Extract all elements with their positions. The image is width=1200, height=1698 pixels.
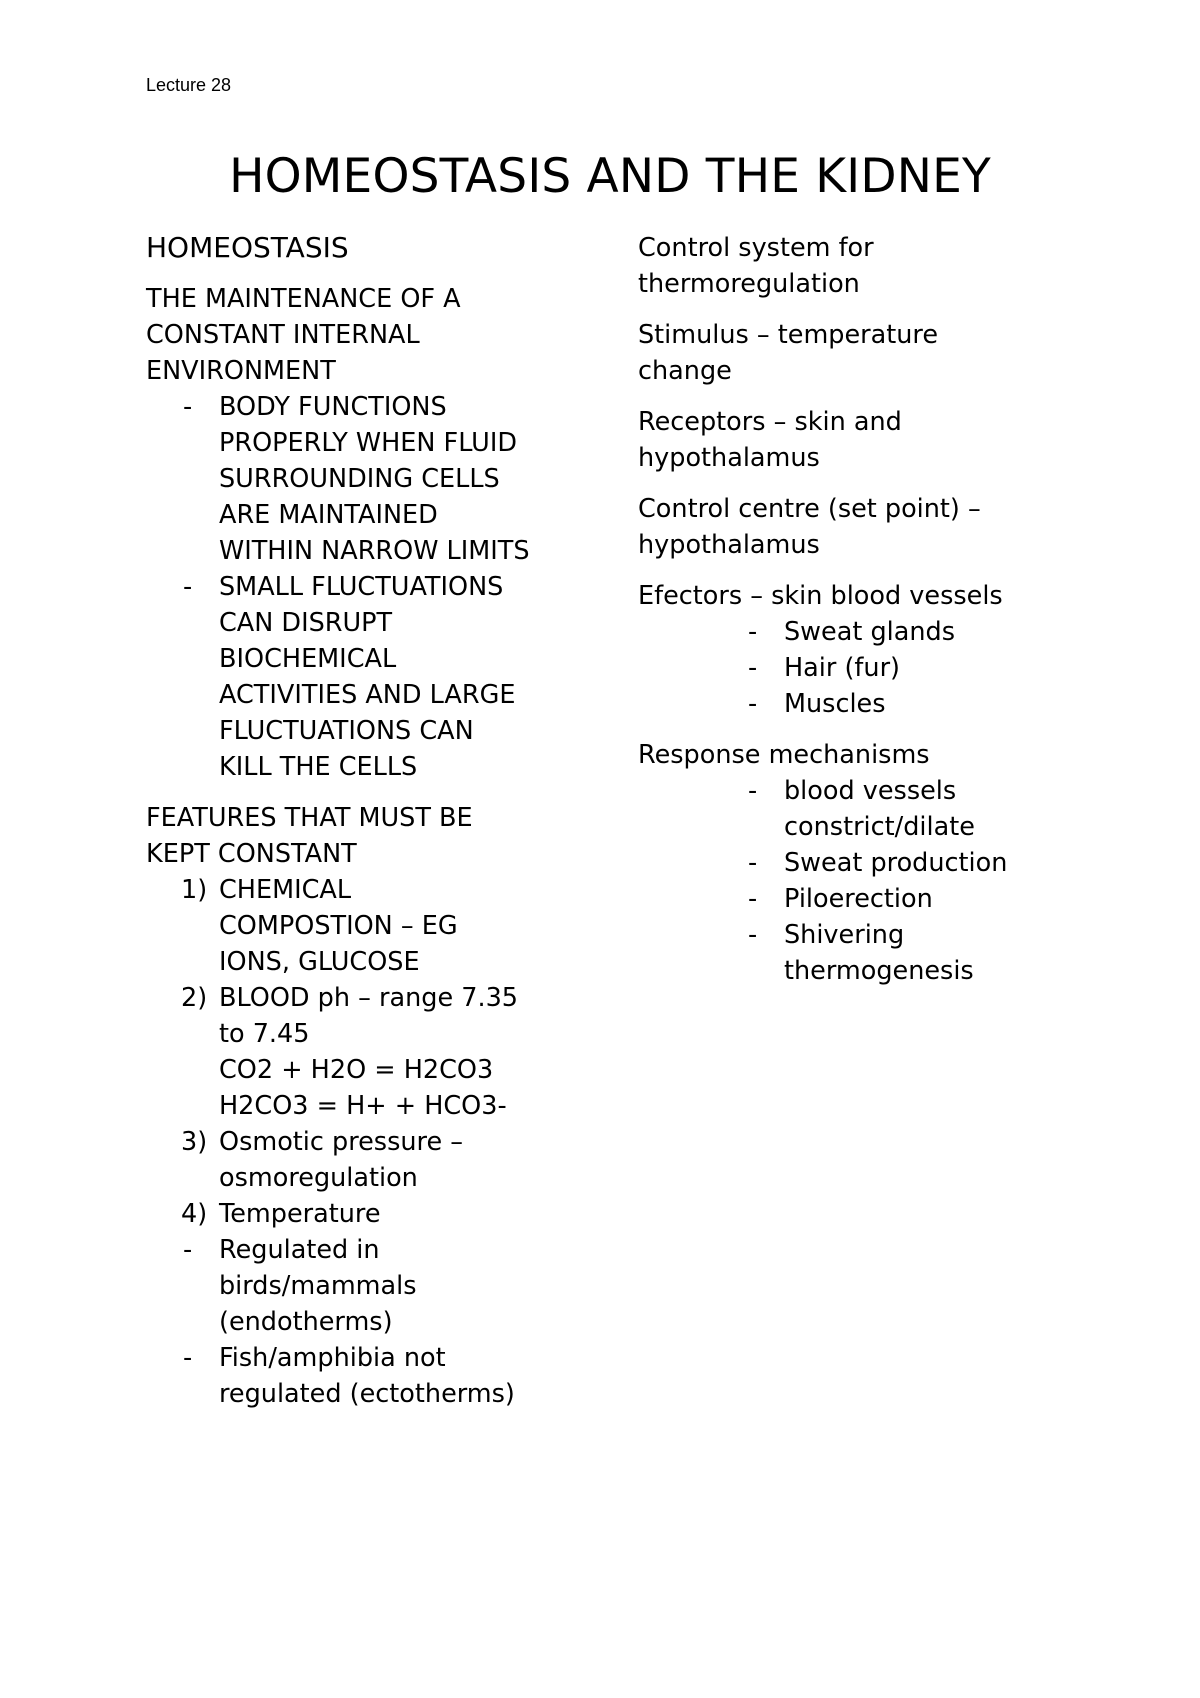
- text-line: thermoregulation: [638, 269, 860, 299]
- homeostasis-bullet-list: [146, 389, 586, 785]
- list-item-line: ARE MAINTAINED: [219, 500, 438, 530]
- list-item-line: IONS, GLUCOSE: [219, 947, 420, 977]
- list-item-line: Piloerection: [784, 884, 933, 914]
- list-item: [146, 1196, 586, 1232]
- list-item-line: H2CO3 = H+ + HCO3-: [219, 1091, 507, 1121]
- effectors-text: [638, 578, 1068, 614]
- list-item: [638, 773, 1068, 845]
- list-item: [146, 389, 586, 569]
- right-column: [638, 230, 1068, 989]
- list-item: [638, 917, 1068, 989]
- text-line: Stimulus – temperature: [638, 320, 939, 350]
- list-item-line: blood vessels: [784, 776, 957, 806]
- response-list: [638, 773, 1068, 989]
- lecture-header: Lecture 28: [146, 75, 232, 95]
- dash-bullet: -: [748, 848, 758, 878]
- receptors-text: [638, 404, 1068, 476]
- text-line: Control centre (set point) –: [638, 494, 981, 524]
- list-number: 2): [181, 983, 208, 1013]
- control-centre-text: [638, 491, 1068, 563]
- list-item: [638, 650, 1068, 686]
- list-item-line: Fish/amphibia not: [219, 1343, 446, 1373]
- list-item: [638, 845, 1068, 881]
- list-item: [146, 569, 586, 785]
- list-item: [146, 1232, 586, 1340]
- list-item-line: CAN DISRUPT: [219, 608, 393, 638]
- list-item: [638, 881, 1068, 917]
- effectors-list: [638, 614, 1068, 722]
- list-item: [638, 686, 1068, 722]
- list-item-line: to 7.45: [219, 1019, 310, 1049]
- text-line: CONSTANT INTERNAL: [146, 320, 420, 350]
- dash-bullet: -: [183, 392, 193, 422]
- list-item: [146, 872, 586, 980]
- text-line: hypothalamus: [638, 530, 820, 560]
- list-item: [146, 980, 586, 1124]
- list-item: [146, 1124, 586, 1196]
- dash-bullet: -: [748, 653, 758, 683]
- list-item-line: ACTIVITIES AND LARGE: [219, 680, 516, 710]
- list-item-line: constrict/dilate: [784, 812, 975, 842]
- dash-bullet: -: [748, 689, 758, 719]
- list-item-line: SURROUNDING CELLS: [219, 464, 500, 494]
- list-item-line: KILL THE CELLS: [219, 752, 418, 782]
- list-item-line: (endotherms): [219, 1307, 393, 1337]
- text-line: Efectors – skin blood vessels: [638, 581, 1003, 611]
- list-item: [638, 614, 1068, 650]
- list-item-line: BLOOD ph – range 7.35: [219, 983, 519, 1013]
- list-item-line: FLUCTUATIONS CAN: [219, 716, 474, 746]
- list-item-line: osmoregulation: [219, 1163, 418, 1193]
- list-item-line: BIOCHEMICAL: [219, 644, 397, 674]
- list-item-line: regulated (ectotherms): [219, 1379, 515, 1409]
- text-line: Receptors – skin and: [638, 407, 902, 437]
- text-line: change: [638, 356, 732, 386]
- list-item-line: SMALL FLUCTUATIONS: [219, 572, 504, 602]
- list-item-line: Osmotic pressure –: [219, 1127, 464, 1157]
- features-heading: [146, 800, 586, 872]
- list-item-line: Sweat glands: [784, 617, 955, 647]
- homeostasis-definition: [146, 281, 586, 389]
- list-item-line: birds/mammals: [219, 1271, 417, 1301]
- dash-bullet: -: [183, 572, 193, 602]
- list-number: 4): [181, 1199, 208, 1229]
- dash-bullet: -: [748, 617, 758, 647]
- text-line: ENVIRONMENT: [146, 356, 336, 386]
- list-item-line: Shivering: [784, 920, 905, 950]
- response-heading: [638, 737, 1068, 773]
- text-line: FEATURES THAT MUST BE: [146, 803, 473, 833]
- list-item-line: Hair (fur): [784, 653, 900, 683]
- control-system-heading: [638, 230, 1068, 302]
- list-item-line: Sweat production: [784, 848, 1008, 878]
- list-item-line: CHEMICAL: [219, 875, 352, 905]
- text-line: THE MAINTENANCE OF A: [146, 284, 461, 314]
- list-item-line: Regulated in: [219, 1235, 380, 1265]
- list-item-line: Muscles: [784, 689, 886, 719]
- features-list: [146, 872, 586, 1412]
- dash-bullet: -: [183, 1235, 193, 1265]
- list-item-line: PROPERLY WHEN FLUID: [219, 428, 517, 458]
- stimulus-text: [638, 317, 1068, 389]
- left-column: [146, 230, 586, 1412]
- list-item-line: WITHIN NARROW LIMITS: [219, 536, 530, 566]
- text-line: Response mechanisms: [638, 740, 930, 770]
- homeostasis-heading: HOMEOSTASIS: [146, 231, 349, 264]
- list-number: 3): [181, 1127, 208, 1157]
- list-item-line: thermogenesis: [784, 956, 974, 986]
- text-line: hypothalamus: [638, 443, 820, 473]
- list-item-line: CO2 + H2O = H2CO3: [219, 1055, 494, 1085]
- dash-bullet: -: [748, 884, 758, 914]
- list-number: 1): [181, 875, 208, 905]
- page-title: HOMEOSTASIS AND THE KIDNEY: [229, 149, 991, 204]
- list-item-line: COMPOSTION – EG: [219, 911, 458, 941]
- dash-bullet: -: [748, 920, 758, 950]
- list-item-line: Temperature: [219, 1199, 381, 1229]
- text-line: KEPT CONSTANT: [146, 839, 357, 869]
- list-item: [146, 1340, 586, 1412]
- text-line: Control system for: [638, 233, 874, 263]
- dash-bullet: -: [748, 776, 758, 806]
- dash-bullet: -: [183, 1343, 193, 1373]
- list-item-line: BODY FUNCTIONS: [219, 392, 447, 422]
